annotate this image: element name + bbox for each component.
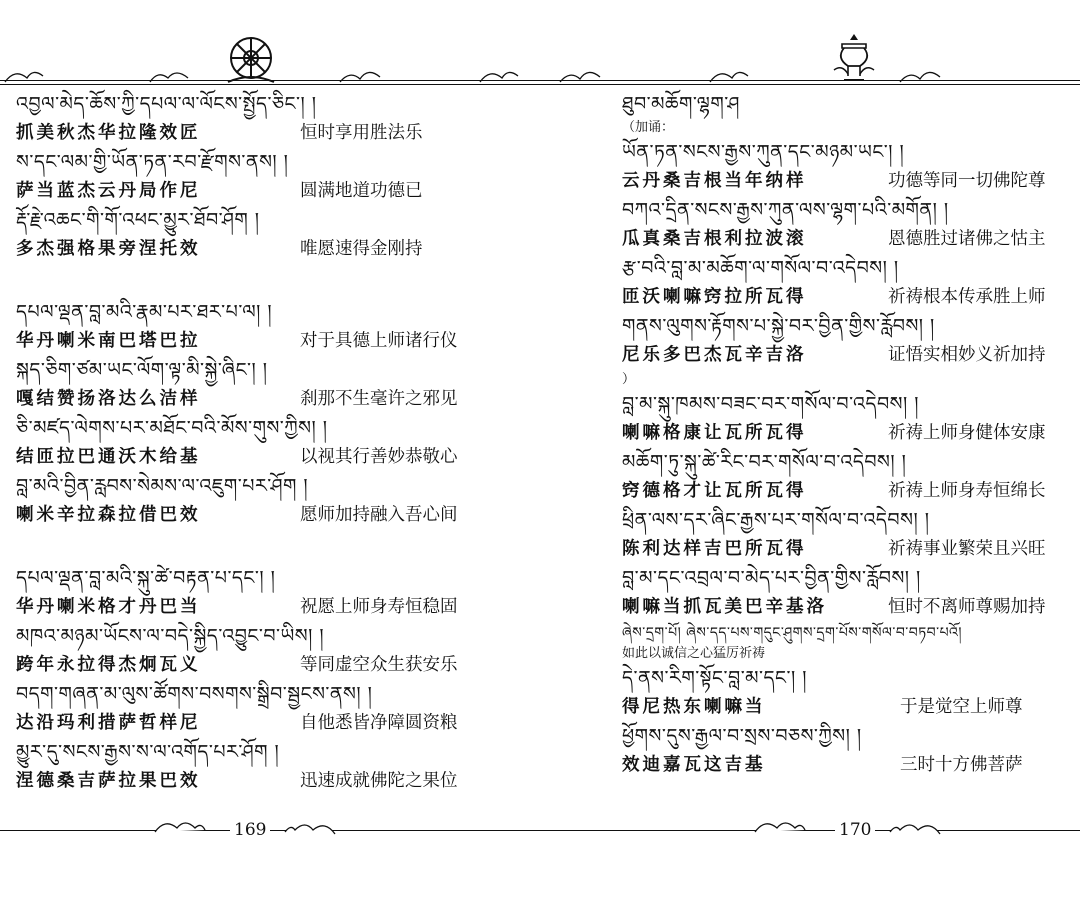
chinese-translation-line: 恒时享用胜法乐 — [300, 123, 423, 143]
tibetan-verse-line: ས་དང་ལམ་གྱི་ཡོན་ཏན་རབ་རྫོགས་ནས། ། — [16, 151, 289, 173]
tibetan-verse-line: དེ་ནས་རིག་སྟོང་བླ་མ་དང་། ། — [622, 667, 807, 689]
chinese-translation-line: 功德等同一切佛陀尊 — [888, 171, 1046, 191]
transliteration-line: 华丹喇米格才丹巴当 — [16, 597, 201, 617]
tibetan-verse-line: བཀའ་དྲིན་སངས་རྒྱས་ཀུན་ལས་ལྷག་པའི་མགོན། ། — [622, 199, 949, 221]
chinese-translation-line: 恩德胜过诸佛之怙主 — [888, 229, 1046, 249]
verse-pair — [622, 282, 1077, 312]
header-rule — [0, 80, 540, 81]
chinese-translation-line: 以视其行善妙恭敬心 — [300, 447, 458, 467]
verse-pair — [622, 692, 1077, 722]
tibetan-verse-line: མཁའ་མཉམ་ཡོངས་ལ་བདེ་སྐྱིད་འབྱུང་བ་ཡིས། ། — [16, 625, 325, 647]
chinese-translation-line: 祝愿上师身寿恒稳固 — [300, 597, 458, 617]
cloud-ornament-icon — [280, 818, 340, 840]
verse-pair — [16, 708, 536, 738]
tibetan-verse-line: དཔལ་ལྡན་བླ་མའི་རྣམ་པར་ཐར་པ་ལ། ། — [16, 301, 273, 323]
tibetan-verse-line: མྱུར་དུ་སངས་རྒྱས་ས་ལ་འགོད་པར་ཤོག ། — [16, 741, 280, 763]
tibetan-verse-line: ཐུབ་མཆོག་ལྷག་ཤ — [622, 93, 740, 115]
chinese-translation-line: 祈祷上师身健体安康 — [888, 423, 1046, 443]
chinese-translation-line: 三时十方佛菩萨 — [900, 755, 1023, 775]
verse-pair — [622, 340, 1077, 370]
transliteration-line: 多杰强格果旁涅托效 — [16, 239, 201, 259]
transliteration-line: 跨年永拉得杰炯瓦义 — [16, 655, 201, 675]
chinese-translation-line: 祈祷根本传承胜上师 — [888, 287, 1046, 307]
verse-pair — [622, 750, 1077, 780]
header-rule — [0, 84, 540, 85]
tibetan-verse-line: གནས་ལུགས་རྟོགས་པ་སྐྱེ་བར་བྱིན་གྱིས་རློབས། ། — [622, 315, 935, 337]
transliteration-line: 喇嘛格康让瓦所瓦得 — [622, 423, 807, 443]
footer-rule — [540, 830, 1080, 831]
verse-pair — [622, 166, 1077, 196]
tibetan-verse-line: བླ་མ་དང་འབྲལ་བ་མེད་པར་བྱིན་གྱིས་རློབས། ། — [622, 567, 921, 589]
transliteration-line: 窍德格才让瓦所瓦得 — [622, 481, 807, 501]
verse-pair — [16, 766, 536, 796]
transliteration-line: 涅德桑吉萨拉果巴效 — [16, 771, 201, 791]
treasure-vase-icon — [828, 30, 880, 86]
tibetan-verse-line: སྐད་ཅིག་ཙམ་ཡང་ལོག་ལྟ་མི་སྐྱེ་ཞིང་། ། — [16, 359, 268, 381]
tibetan-verse-line: རྩ་བའི་བླ་མ་མཆོག་ལ་གསོལ་བ་འདེབས། ། — [622, 257, 899, 279]
tibetan-verse-line: འབྱལ་མེད་ཆོས་ཀྱི་དཔལ་ལ་ལོངས་སྤྱོད་ཅིང་། ། — [16, 93, 317, 115]
verse-pair — [16, 326, 536, 356]
verse-pair — [16, 118, 536, 148]
verse-pair — [622, 534, 1077, 564]
transliteration-line: 达沿玛利措萨哲样尼 — [16, 713, 201, 733]
verse-pair — [16, 592, 536, 622]
tibetan-verse-line: ཕྲིན་ལས་དར་ཞིང་རྒྱས་པར་གསོལ་བ་འདེབས། ། — [622, 509, 930, 531]
header-rule — [540, 84, 1080, 85]
chinese-translation-line: 唯愿速得金刚持 — [300, 239, 423, 259]
transliteration-line: 结匝拉巴通沃木给基 — [16, 447, 201, 467]
page-number: 170 — [835, 820, 875, 840]
chinese-translation-line: 迅速成就佛陀之果位 — [300, 771, 458, 791]
note-line: （加诵： — [622, 120, 675, 135]
transliteration-line: 云丹桑吉根当年纳样 — [622, 171, 807, 191]
stanza-gap — [16, 264, 536, 298]
transliteration-line: 喇嘛当抓瓦美巴辛基洛 — [622, 597, 827, 617]
tibetan-verse-line: བདག་གཞན་མ་ལུས་ཚོགས་བསགས་སྒྲིབ་སྦྱངས་ནས། ། — [16, 683, 373, 705]
stanza-gap — [16, 530, 536, 564]
chinese-translation-line: 证悟实相妙义祈加持 — [888, 345, 1046, 365]
verse-pair — [622, 418, 1077, 448]
verse-pair — [16, 500, 536, 530]
cloud-ornament-icon — [150, 818, 210, 840]
page-number: 169 — [230, 820, 270, 840]
verse-pair — [16, 650, 536, 680]
verse-pair — [16, 176, 536, 206]
cloud-ornament-icon — [885, 818, 945, 840]
transliteration-line: 得尼热东喇嘛当 — [622, 697, 766, 717]
verse-pair — [16, 234, 536, 264]
verse-pair — [622, 592, 1077, 622]
transliteration-line: 陈利达样吉巴所瓦得 — [622, 539, 807, 559]
right-page — [540, 0, 1080, 902]
tibetan-verse-line: བླ་མ་སྐུ་ཁམས་བཟང་བར་གསོལ་བ་འདེབས། ། — [622, 393, 919, 415]
transliteration-line: 华丹喇米南巴塔巴拉 — [16, 331, 201, 351]
chinese-translation-line: 刹那不生毫许之邪见 — [300, 389, 458, 409]
transliteration-line: 匝沃喇嘛窍拉所瓦得 — [622, 287, 807, 307]
verse-pair — [622, 476, 1077, 506]
verse-pair — [16, 384, 536, 414]
chinese-translation-line: 等同虚空众生获安乐 — [300, 655, 458, 675]
tibetan-verse-line: ཅི་མཛད་ལེགས་པར་མཐོང་བའི་མོས་གུས་ཀྱིས། ། — [16, 417, 328, 439]
transliteration-line: 瓜真桑吉根利拉波滚 — [622, 229, 807, 249]
tibetan-verse-line: བླ་མའི་བྱིན་རླབས་སེམས་ལ་འཇུག་པར་ཤོག ། — [16, 475, 309, 497]
tibetan-verse-line: ཡོན་ཏན་སངས་རྒྱས་ཀུན་དང་མཉམ་ཡང་། ། — [622, 141, 905, 163]
chinese-translation-line: 愿师加持融入吾心间 — [300, 505, 458, 525]
transliteration-line: 萨当蓝杰云丹局作尼 — [16, 181, 201, 201]
transliteration-line: 效迪嘉瓦这吉基 — [622, 755, 766, 775]
note-line: ） — [622, 372, 636, 387]
chinese-translation-line: 祈祷事业繁荣且兴旺 — [888, 539, 1046, 559]
left-page-text — [16, 90, 536, 796]
chinese-translation-line: 对于具德上师诸行仪 — [300, 331, 458, 351]
tibetan-verse-line: མཆོག་ཏུ་སྐུ་ཚེ་རིང་བར་གསོལ་བ་འདེབས། ། — [622, 451, 907, 473]
tibetan-verse-line: རྡོ་རྗེ་འཆང་གི་གོ་འཕང་མྱུར་ཐོབ་ཤོག ། — [16, 209, 260, 231]
transliteration-line: 尼乐多巴杰瓦辛吉洛 — [622, 345, 807, 365]
tibetan-verse-line: དཔལ་ལྡན་བླ་མའི་སྐུ་ཚེ་བརྟན་པ་དང་། ། — [16, 567, 276, 589]
right-page-text — [622, 90, 1077, 780]
chinese-translation-line: 于是觉空上师尊 — [900, 697, 1023, 717]
chinese-translation-line: 自他悉皆净障圆资粮 — [300, 713, 458, 733]
tibetan-verse-line: ཕྱོགས་དུས་རྒྱལ་བ་སྲས་བཅས་ཀྱིས། ། — [622, 725, 862, 747]
transliteration-line: 嘎结赞扬洛达么洁样 — [16, 389, 201, 409]
verse-pair — [16, 442, 536, 472]
chinese-translation-line: 恒时不离师尊赐加持 — [888, 597, 1046, 617]
header-rule — [540, 80, 1080, 81]
chinese-translation-line: 祈祷上师身寿恒绵长 — [888, 481, 1046, 501]
verse-pair — [622, 224, 1077, 254]
note-line: 如此以诚信之心猛厉祈祷 — [622, 646, 766, 661]
cloud-ornament-icon — [750, 818, 810, 840]
transliteration-line: 喇米辛拉森拉借巴效 — [16, 505, 201, 525]
tibetan-note-line: ཞེས་དྲག་པོ། ཞེས་དད་པས་གདུང་ཤུགས་དྲག་པོས་གསོལ་བ་བཏབ་པའོ། — [622, 625, 962, 641]
transliteration-line: 抓美秋杰华拉隆效匠 — [16, 123, 201, 143]
chinese-translation-line: 圆满地道功德已 — [300, 181, 423, 201]
